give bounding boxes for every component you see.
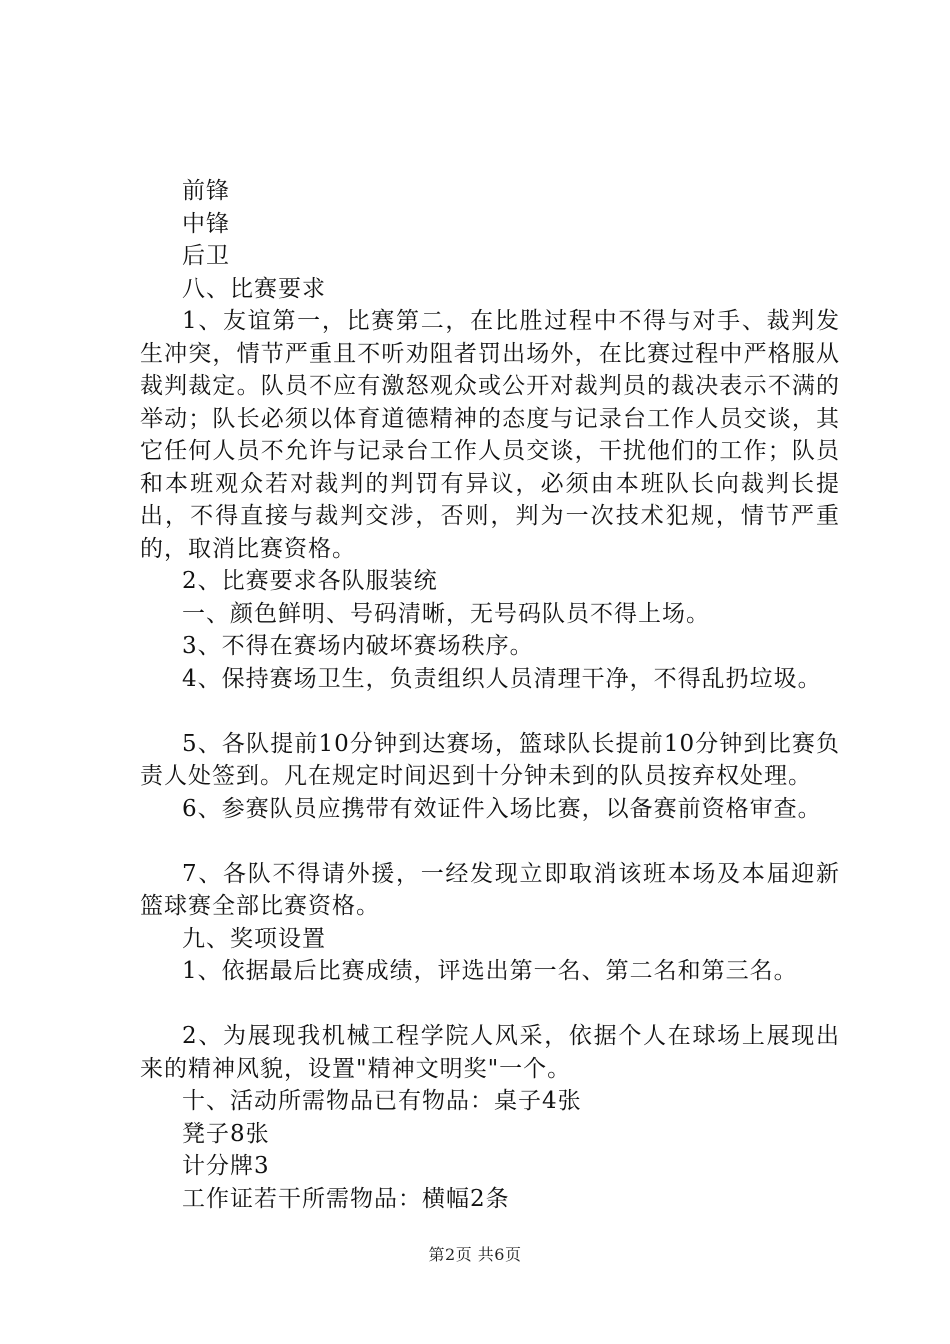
paragraph-requirement-2-cont: 一、颜色鲜明、号码清晰，无号码队员不得上场。 <box>182 600 710 627</box>
paragraph-work-passes: 工作证若干所需物品：横幅2条 <box>182 1185 510 1212</box>
paragraph-guard: 后卫 <box>182 243 230 269</box>
section-heading-awards: 九、奖项设置 <box>182 925 326 952</box>
paragraph-center: 中锋 <box>182 210 230 237</box>
paragraph-requirement-3: 3、不得在赛场内破坏赛场秩序。 <box>182 633 534 659</box>
paragraph-requirement-5: 5、各队提前10分钟到达赛场，篮球队长提前10分钟到比赛负责人处签到。凡在规定时间迟到十分钟未到的队员按弃权处理。 <box>140 730 840 789</box>
section-heading-supplies: 十、活动所需物品已有物品：桌子4张 <box>182 1088 582 1114</box>
page-number-footer: 第2页 共6页 <box>428 1245 522 1264</box>
paragraph-requirement-2: 2、比赛要求各队服装统 <box>182 568 438 594</box>
paragraph-stools: 凳子8张 <box>182 1120 270 1147</box>
paragraph-requirement-1: 1、友谊第一，比赛第二，在比胜过程中不得与对手、裁判发生冲突，情节严重且不听劝阻者罚出场外，在比赛过程中严格服从裁判裁定。队员不应有激怒观众或公开对裁判员的裁决表示不满的举动；队长必须以体育道德精神的态度与记录台工作人员交谈，其它任何人员不允许与记录台工作人员交谈，干扰他们的工作；队员和本班观众若对裁判的判罚有异议，必须由本班队长向裁判长提出，不得直接与裁判交涉，否则，判为一次技术犯规，情节严重的，取消比赛资格。 <box>140 308 840 562</box>
paragraph-requirement-6: 6、参赛队员应携带有效证件入场比赛，以备赛前资格审查。 <box>182 795 822 822</box>
paragraph-forward: 前锋 <box>182 178 230 204</box>
paragraph-requirement-7: 7、各队不得请外援，一经发现立即取消该班本场及本届迎新篮球赛全部比赛资格。 <box>140 860 840 919</box>
paragraph-requirement-4: 4、保持赛场卫生，负责组织人员清理干净，不得乱扔垃圾。 <box>182 665 822 692</box>
paragraph-scoreboard: 计分牌3 <box>182 1153 270 1179</box>
paragraph-award-2: 2、为展现我机械工程学院人风采，依据个人在球场上展现出来的精神风貌，设置"精神文明奖"一个。 <box>140 1023 840 1082</box>
section-heading-requirements: 八、比赛要求 <box>182 275 326 302</box>
document-body <box>140 175 840 1215</box>
paragraph-award-1: 1、依据最后比赛成绩，评选出第一名、第二名和第三名。 <box>182 958 798 984</box>
